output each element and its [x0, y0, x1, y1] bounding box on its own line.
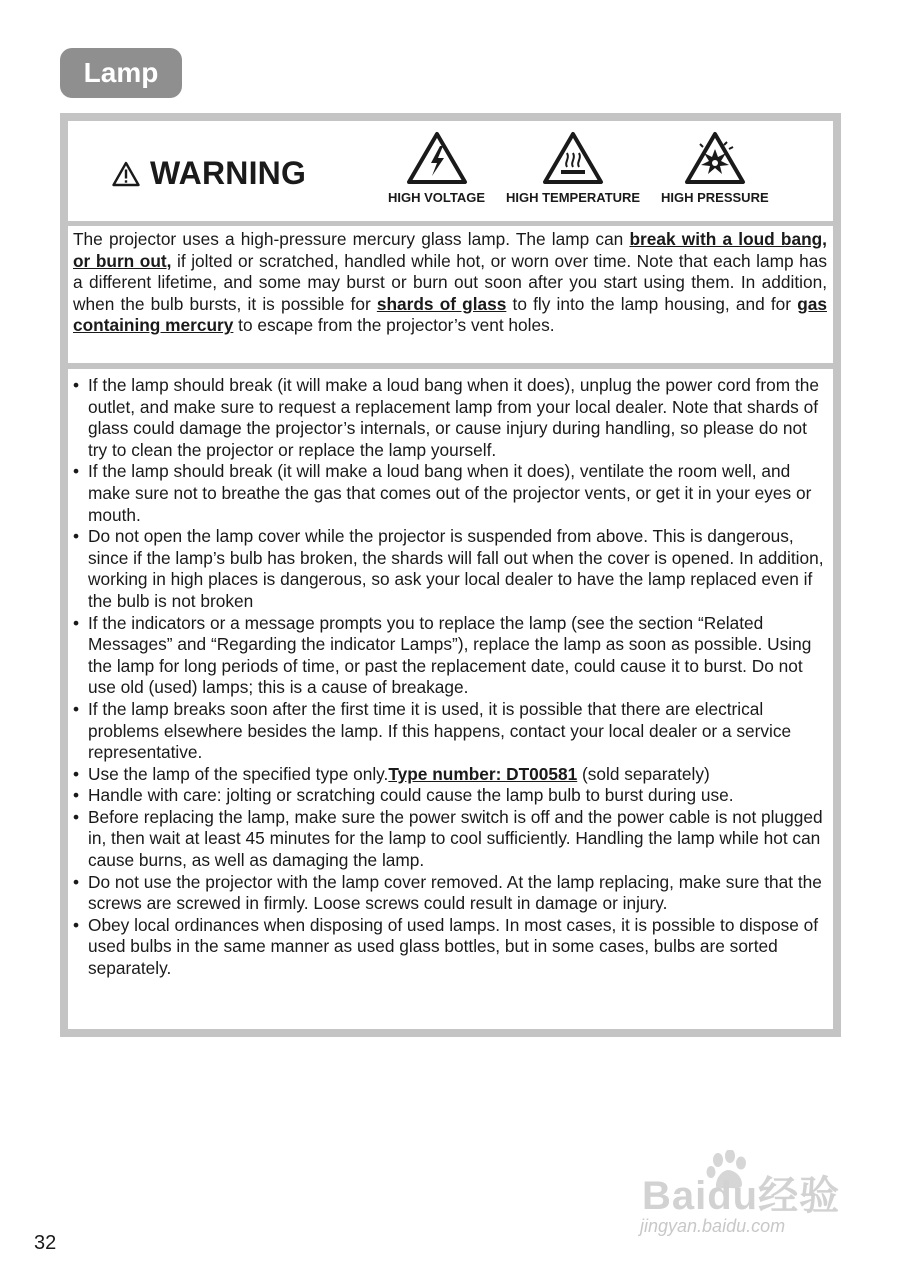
- hazard-high-pressure: [661, 131, 769, 205]
- warning-header-panel: [68, 121, 833, 221]
- hazard-high-temperature: [506, 131, 640, 205]
- list-item-text: Obey local ordinances when disposing of used lamps. In most cases, it is possible to dispose of used bulbs in the same manner as used glass bottles, but in some cases, bulbs are sorted separately.: [88, 914, 819, 979]
- intro-text: The projector uses a high-pressure mercury glass lamp. The lamp can: [73, 229, 630, 249]
- warning-heading: WARNING: [150, 155, 307, 191]
- high-temperature-icon: [542, 131, 604, 185]
- list-item-text: If the lamp should break (it will make a loud bang when it does), unplug the power cord from the outlet, and make sure to request a replacement lamp from your local dealer. Note that shards of glass could damage the projector’s internals, or cause injury during handling, so please do not try to clean the projector or replace the lamp yourself.: [88, 375, 820, 460]
- list-item: [73, 915, 827, 980]
- list-item-text: Use the lamp of the specified type only.: [88, 763, 389, 784]
- lamp-type-number: Type number: DT00581: [388, 763, 578, 784]
- list-item: [73, 461, 827, 526]
- emphasis-text: gas containing mercury: [73, 293, 827, 336]
- list-item: [73, 699, 827, 764]
- watermark-brand: Baidu经验: [642, 1174, 841, 1218]
- section-title: Lamp: [83, 57, 159, 88]
- watermark-url: jingyan.baidu.com: [640, 1216, 786, 1236]
- page-number: 32: [34, 1232, 57, 1254]
- list-item-text: If the indicators or a message prompts you to replace the lamp (see the section “Related Messages” and “Regarding the indicator Lamps”), replace the lamp as soon as possible. Using the lamp for long periods of time, or past the replacement date, could cause it to burst. Do not use old (used) lamps; this is a cause of breakage.: [88, 612, 812, 698]
- list-item: [73, 375, 827, 461]
- list-item: [73, 613, 827, 699]
- list-item: [73, 764, 827, 786]
- list-item: [73, 785, 827, 807]
- hazard-label: HIGH VOLTAGE: [388, 190, 486, 205]
- emphasis-text: shards of glass: [376, 293, 507, 314]
- list-item-text: Do not use the projector with the lamp cover removed. At the lamp replacing, make sure that the screws are screwed in firmly. Loose screws could result in damage or injury.: [88, 871, 822, 914]
- warning-list-panel: [68, 369, 833, 1029]
- warning-bullet-list: [73, 375, 827, 980]
- hazard-label: HIGH PRESSURE: [661, 190, 769, 205]
- intro-paragraph: [73, 229, 827, 337]
- emphasis-text: break with a loud bang, or burn out,: [73, 229, 827, 271]
- warning-frame: [60, 113, 841, 1037]
- intro-text: to fly into the lamp housing, and for: [506, 293, 798, 314]
- hazard-high-voltage: [388, 131, 485, 205]
- list-item-text: If the lamp should break (it will make a loud bang when it does), ventilate the room well, and make sure not to breathe the gas that comes out of the projector vents, or get it in your eyes or mouth.: [88, 461, 812, 525]
- list-item-text: (sold separately): [577, 763, 710, 784]
- warning-intro-panel: [68, 226, 833, 363]
- list-item-text: Before replacing the lamp, make sure the power switch is off and the power cable is not plugged in, then wait at least 45 minutes for the lamp to cool sufficiently. Handling the lamp while hot can cause burns, as well as damaging the lamp.: [88, 806, 823, 871]
- list-item: [73, 526, 827, 612]
- high-pressure-icon: [684, 131, 746, 185]
- high-voltage-icon: [406, 131, 468, 185]
- list-item-text: Do not open the lamp cover while the projector is suspended from above. This is dangerous, since if the lamp’s bulb has broken, the shards will fall out when the cover is opened. In addition, working in high places is dangerous, so ask your local dealer to have the lamp replaced even if the bulb is not broken: [88, 526, 824, 611]
- hazard-label: HIGH TEMPERATURE: [506, 190, 641, 205]
- section-title-tab: [60, 48, 182, 98]
- warning-title: [112, 155, 306, 192]
- list-item-text: Handle with care: jolting or scratching could cause the lamp bulb to burst during use.: [88, 785, 734, 806]
- watermark: [636, 1150, 846, 1245]
- intro-text: if jolted or scratched, handled while hot, or worn over time. Note that each lamp has a different lifetime, and some may burst or burn out soon after you start using them. In addition, when the bulb bursts, it is possible for: [73, 250, 827, 314]
- list-item-text: If the lamp breaks soon after the first time it is used, it is possible that there are electrical problems elsewhere besides the lamp. If this happens, contact your local dealer or a service representative.: [88, 698, 792, 763]
- intro-text: to escape from the projector’s vent holes.: [233, 315, 555, 336]
- list-item: [73, 872, 827, 915]
- list-item: [73, 807, 827, 872]
- warning-triangle-icon: [112, 161, 140, 187]
